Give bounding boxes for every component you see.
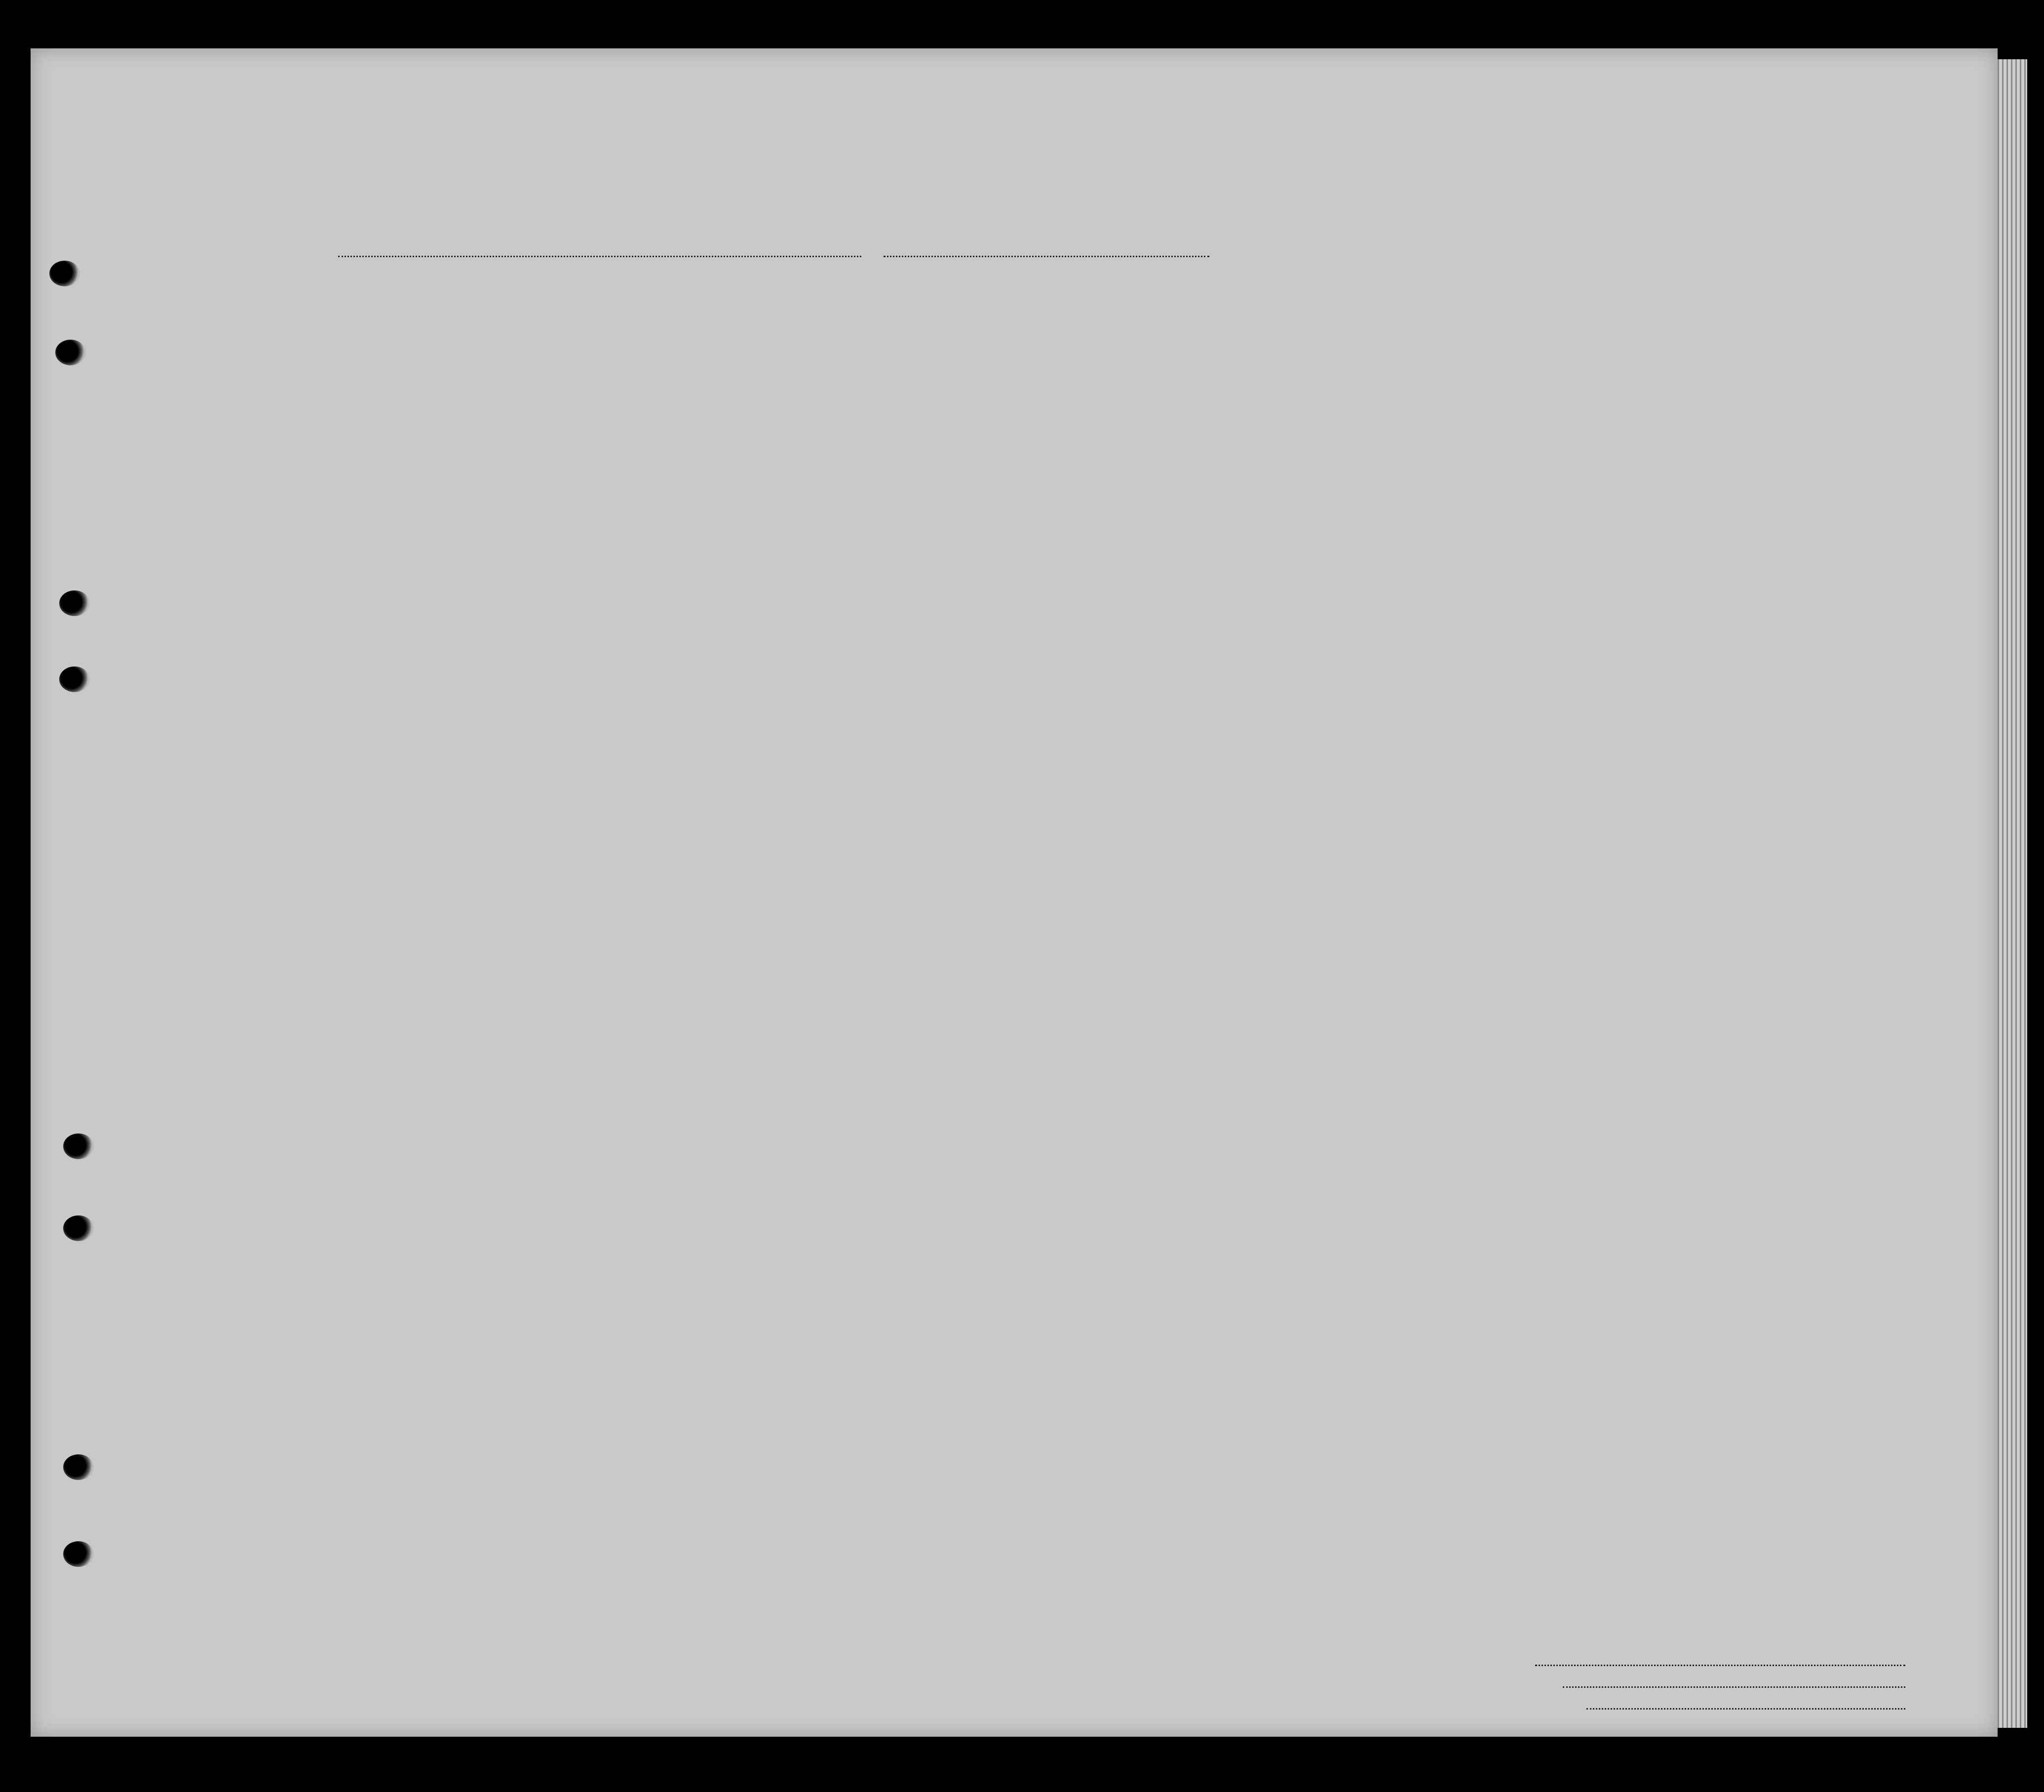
header-excluded bbox=[1514, 314, 1536, 440]
owners-underline bbox=[1563, 1686, 1905, 1688]
header-feet bbox=[1663, 395, 1683, 429]
header-purpose-length bbox=[1225, 341, 1256, 439]
agents-underline bbox=[1586, 1708, 1905, 1710]
header-purpose-citizen bbox=[1262, 341, 1292, 439]
header-polygamist bbox=[1342, 314, 1363, 440]
header-prison bbox=[1299, 314, 1338, 440]
header-anarchist bbox=[1367, 314, 1390, 440]
header-q28 bbox=[1394, 314, 1450, 440]
line-underline bbox=[1535, 1665, 1905, 1666]
header-arrested bbox=[1540, 314, 1560, 440]
header-q29 bbox=[1454, 314, 1510, 440]
header-has-50 bbox=[713, 314, 740, 440]
header-purpose-return bbox=[1187, 341, 1221, 439]
header-ticket bbox=[584, 314, 616, 440]
